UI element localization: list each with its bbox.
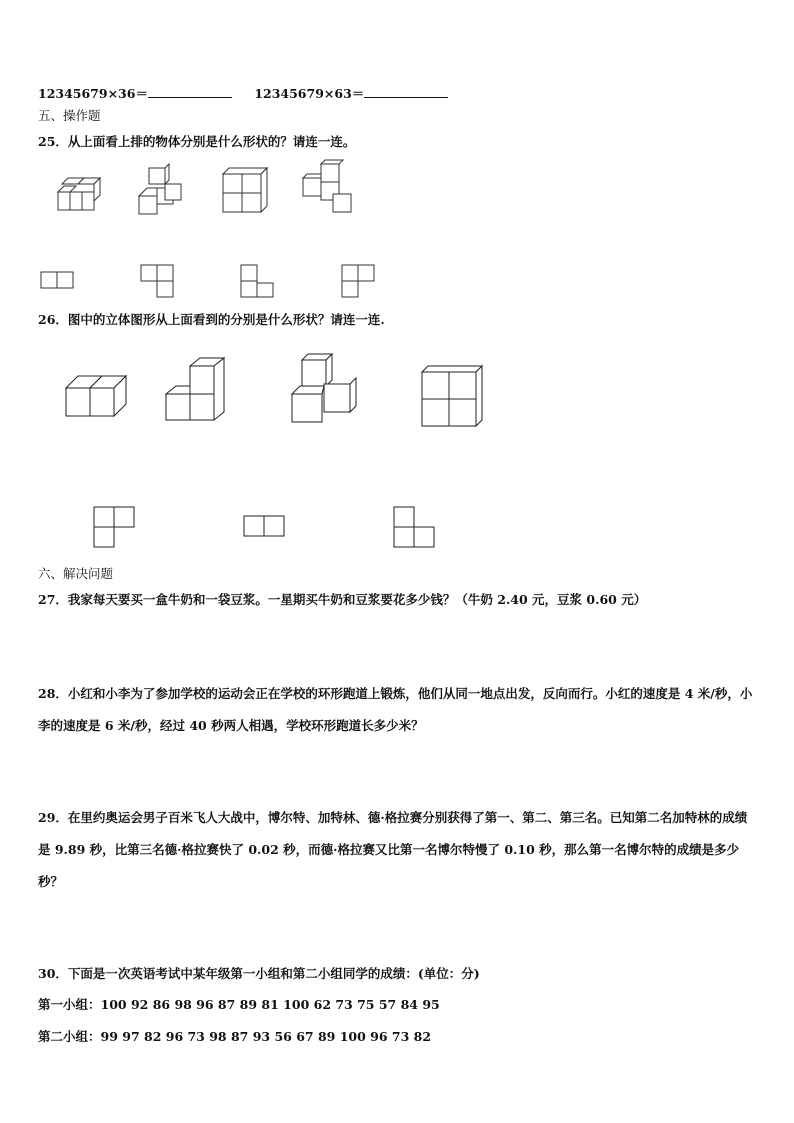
section-6-title: 六、解决问题 (38, 566, 114, 581)
q26-solid-3[interactable] (290, 352, 362, 424)
q25-solid-2[interactable] (137, 166, 187, 216)
group-2-scores: 第二小组：99 97 82 96 73 98 87 93 56 67 89 100 96 73 82 (38, 1029, 432, 1044)
q26-top-view-1[interactable] (93, 506, 137, 548)
question-26: 26．图中的立体图形从上面看到的分别是什么形状？请连一连. (38, 312, 385, 327)
q25-top-view-2[interactable] (140, 264, 178, 300)
group-1-scores: 第一小组：100 92 86 98 96 87 89 81 100 62 73 75 57 84 95 (38, 997, 440, 1012)
question-25: 25．从上面看上排的物体分别是什么形状的？请连一连。 (38, 134, 356, 149)
q25-solid-1[interactable] (56, 178, 106, 214)
q25-solid-4[interactable] (301, 162, 355, 214)
q25-top-view-3[interactable] (240, 264, 278, 300)
q26-top-view-2[interactable] (243, 515, 287, 539)
calc-expr-2: 12345679×63＝ (254, 86, 365, 101)
question-29: 29．在里约奥运会男子百米飞人大战中，博尔特、加特林、德·格拉赛分别获得了第一、第二、第三名。已知第二名加特林的成绩是 9.89 秒，比第三名德·格拉赛快了 0.02 秒，而德·格拉赛又比第一名博尔特慢了 0.10 秒，那么第一名博尔特的成绩是多少秒？ (38, 810, 748, 889)
section-5-title: 五、操作题 (38, 108, 101, 123)
q26-solid-4[interactable] (420, 364, 484, 428)
q25-top-view-1[interactable] (40, 271, 76, 291)
calc-expr-1: 12345679×36＝ (38, 86, 148, 101)
q25-solid-3[interactable] (221, 168, 269, 214)
question-27: 27．我家每天要买一盒牛奶和一袋豆浆。一星期买牛奶和豆浆要花多少钱？（牛奶 2.40 元，豆浆 0.60 元） (38, 592, 647, 607)
question-28: 28．小红和小李为了参加学校的运动会正在学校的环形跑道上锻炼，他们从同一地点出发，反向而行。小红的速度是 4 米/秒，小李的速度是 6 米/秒，经过 40 秒两人相遇，学校环形跑道长多少米？ (38, 686, 753, 733)
q26-top-view-3[interactable] (393, 506, 437, 548)
answer-blank-2[interactable] (364, 85, 448, 98)
q26-solid-2[interactable] (164, 356, 228, 422)
question-30: 30．下面是一次英语考试中某年级第一小组和第二小组同学的成绩：(单位：分) (38, 966, 480, 981)
q26-solid-1[interactable] (64, 372, 128, 418)
answer-blank-1[interactable] (148, 85, 232, 98)
q25-top-view-4[interactable] (341, 264, 379, 300)
calc-row (38, 84, 448, 102)
